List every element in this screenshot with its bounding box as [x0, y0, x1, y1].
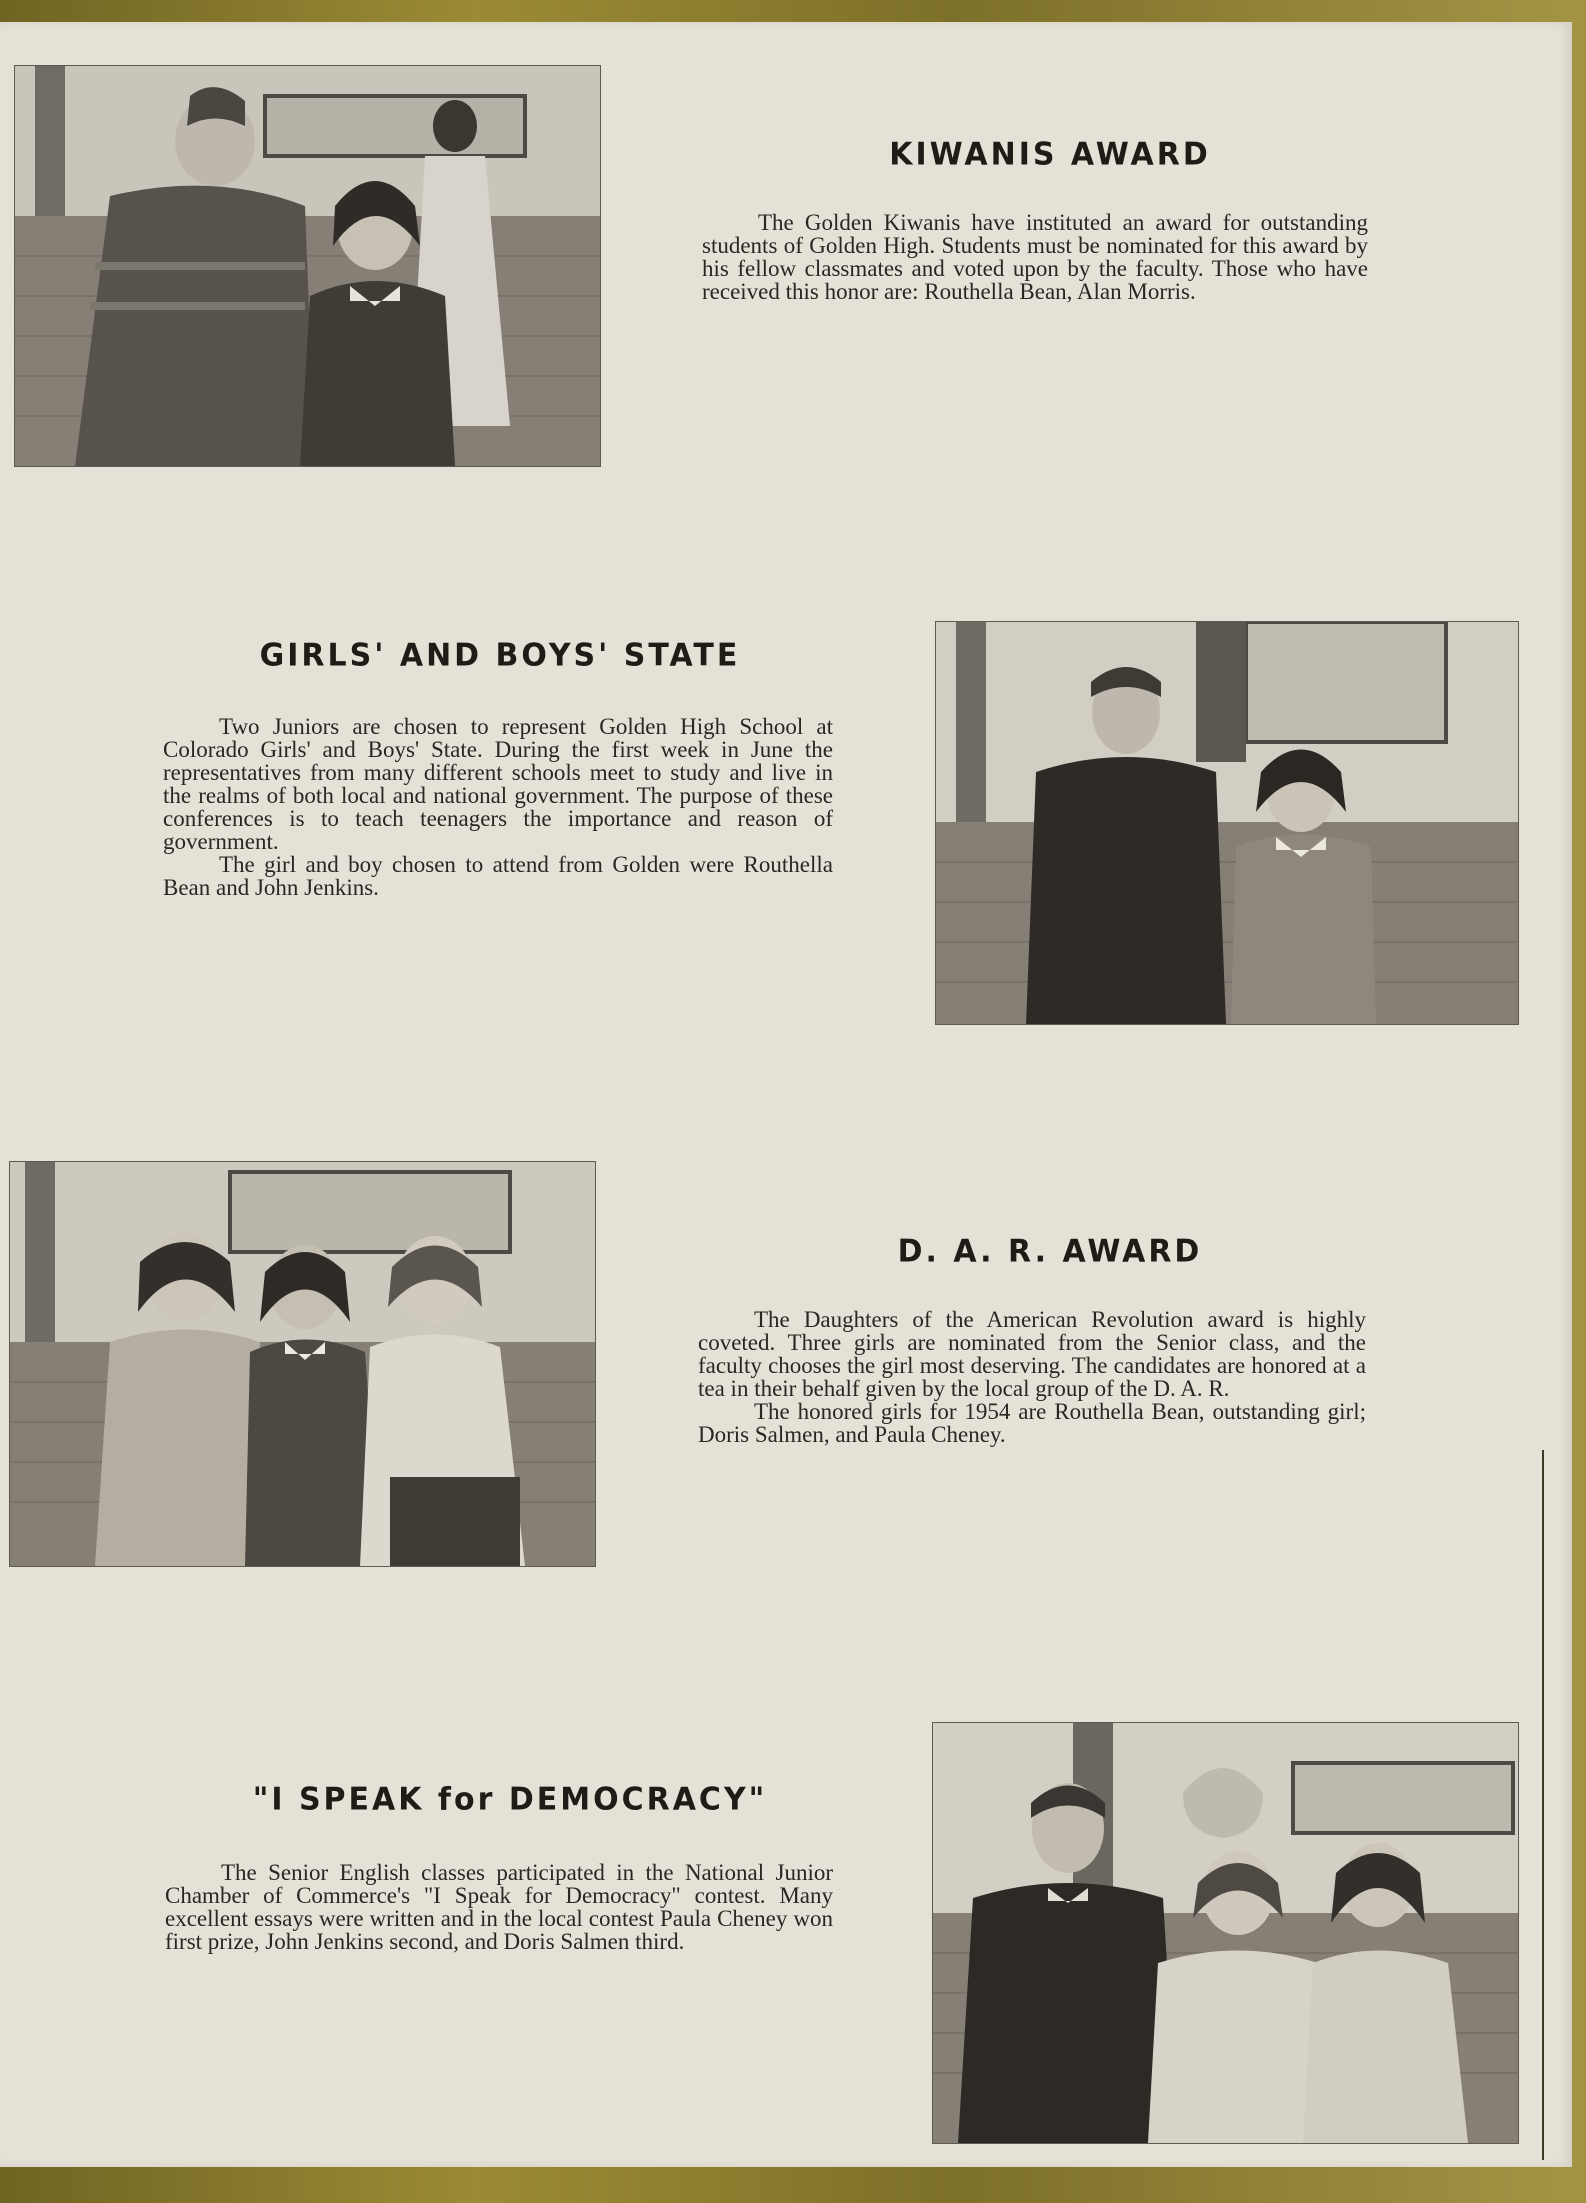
girls-boys-state-heading: GIRLS' AND BOYS' STATE: [259, 637, 741, 674]
democracy-photo: [932, 1722, 1519, 2144]
dar-paragraph-1: The Daughters of the American Revolution award is highly coveted. Three girls are nominated from the Senior class, and the faculty chooses the girl most deserving. The candidates are honored at a tea in their behalf given by the local group of the D. A. R.: [698, 1307, 1366, 1401]
i-speak-for-democracy-heading: "I SPEAK for DEMOCRACY": [252, 1781, 768, 1818]
page-edge-line: [1542, 1450, 1544, 2160]
state-paragraph-1: Two Juniors are chosen to represent Golden High School at Colorado Girls' and Boys' State. During the first week in June the representatives from many different schools meet to study and live in the realms of both local and national government. The purpose of these conferences is to teach teenagers the importance and reason of government.: [163, 714, 833, 854]
kiwanis-photo: [14, 65, 601, 467]
yearbook-page: [0, 22, 1572, 2167]
state-photo: [935, 621, 1519, 1025]
kiwanis-paragraph-1: The Golden Kiwanis have instituted an award for outstanding students of Golden High. Students must be nominated for this award by his fellow classmates and voted upon by the faculty. Those who have received this honor are: Routhella Bean, Alan Morris.: [702, 210, 1368, 304]
dar-paragraph-2: The honored girls for 1954 are Routhella Bean, outstanding girl; Doris Salmen, and Paula Cheney.: [698, 1399, 1366, 1447]
democracy-paragraph-1: The Senior English classes participated in the National Junior Chamber of Commerce's "I Speak for Democracy" contest. Many excellent essays were written and in the local contest Paula Cheney won first prize, John Jenkins second, and Doris Salmen third.: [165, 1860, 833, 1954]
dar-photo: [9, 1161, 596, 1567]
girls-boys-state-text: [163, 715, 833, 899]
dar-award-text: [698, 1308, 1366, 1446]
kiwanis-award-heading: KIWANIS AWARD: [889, 136, 1211, 173]
dar-award-heading: D. A. R. AWARD: [897, 1233, 1203, 1270]
i-speak-for-democracy-text: [165, 1861, 833, 1953]
state-paragraph-2: The girl and boy chosen to attend from Golden were Routhella Bean and John Jenkins.: [163, 852, 833, 900]
kiwanis-award-text: [702, 211, 1368, 303]
